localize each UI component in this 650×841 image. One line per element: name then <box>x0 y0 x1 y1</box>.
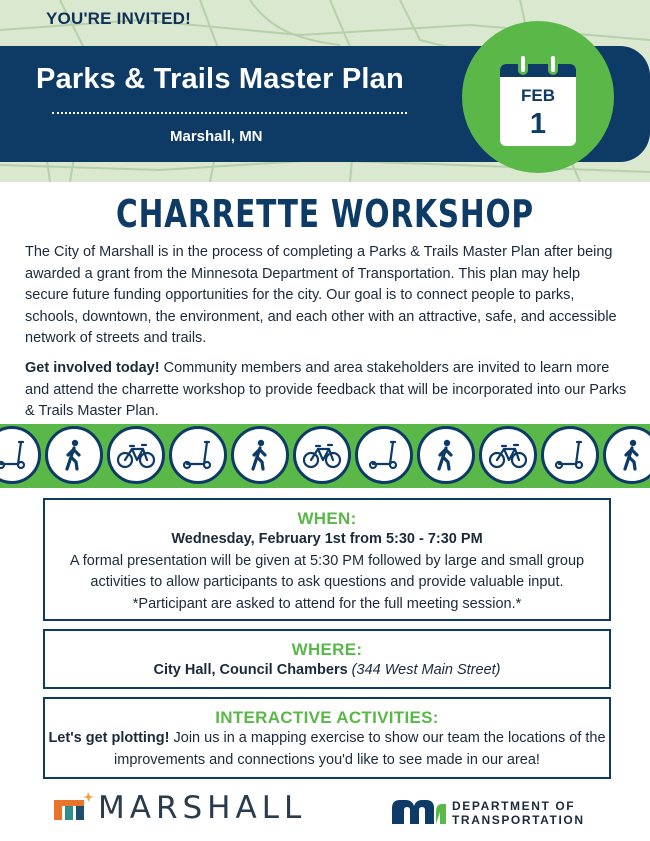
get-involved-lead: Get involved today! <box>25 360 160 376</box>
icon-strip-circle <box>355 426 413 484</box>
calendar-day: 1 <box>529 108 547 140</box>
scooter-icon <box>0 438 29 472</box>
pedestrian-icon <box>615 438 649 472</box>
activities-heading: INTERACTIVE ACTIVITIES: <box>215 708 439 727</box>
calendar-ring-left <box>518 53 528 75</box>
bicycle-icon <box>302 438 342 472</box>
icon-strip-row <box>0 426 650 486</box>
where-box <box>43 629 611 689</box>
get-involved-paragraph <box>25 358 627 423</box>
icon-strip-circle <box>0 426 41 484</box>
pedestrian-icon <box>57 438 91 472</box>
activities-lead: Let's get plotting! <box>48 730 170 746</box>
calendar-header <box>500 64 576 77</box>
mndot-line-1: DEPARTMENT OF <box>452 799 576 813</box>
mndot-line-2: TRANSPORTATION <box>452 813 585 827</box>
scooter-icon <box>367 438 401 472</box>
when-note: *Participant are asked to attend for the full meeting session.* <box>132 595 522 612</box>
activities-body: Join us in a mapping exercise to show our team the locations of the improvements and connections you'd like to see made in our area! <box>114 730 606 768</box>
icon-strip-circle <box>107 426 165 484</box>
page-title: Parks & Trails Master Plan <box>36 63 404 95</box>
when-heading: WHEN: <box>297 509 357 528</box>
get-involved-body: Community members and area stakeholders are invited to learn more and attend the charrette workshop to provide feedback that will be incorporated into our Parks & Trails Master Plan. <box>25 360 627 420</box>
where-heading: WHERE: <box>291 640 363 659</box>
title-divider <box>52 112 407 114</box>
icon-strip-circle <box>45 426 103 484</box>
mndot-logo-text <box>452 799 585 827</box>
icon-strip-circle <box>231 426 289 484</box>
icon-strip <box>0 424 650 488</box>
pedestrian-icon <box>243 438 277 472</box>
icon-strip-circle <box>541 426 599 484</box>
mndot-logo-icon <box>392 800 446 824</box>
calendar-ring-right <box>548 53 558 75</box>
icon-strip-circle <box>293 426 351 484</box>
calendar-month: FEB <box>521 86 555 105</box>
when-description: A formal presentation will be given at 5:30 PM followed by large and small group activities to allow participants to ask questions and provide valuable input. <box>69 552 585 590</box>
intro-paragraph: The City of Marshall is in the process of completing a Parks & Trails Master Plan after being awarded a grant from the Minnesota Department of Transportation. This plan may help secure future funding opportunities for the city. Our goal is to connect people to parks, schools, downtown, the environment, and each other with an attractive, safe, and accessible network of streets and trails. <box>25 244 617 347</box>
where-address: (344 West Main Street) <box>347 662 501 678</box>
icon-strip-circle <box>603 426 650 484</box>
icon-strip-circle <box>169 426 227 484</box>
scooter-icon <box>553 438 587 472</box>
workshop-headline: CHARRETTE WORKSHOP <box>116 192 534 236</box>
when-date: Wednesday, February 1st from 5:30 - 7:30 PM <box>171 531 483 547</box>
location-subtitle: Marshall, MN <box>170 128 263 145</box>
bicycle-icon <box>116 438 156 472</box>
activities-box <box>43 697 611 779</box>
invited-label: YOU'RE INVITED! <box>46 9 191 28</box>
bicycle-icon <box>488 438 528 472</box>
pedestrian-icon <box>429 438 463 472</box>
marshall-logo-icon <box>54 792 94 822</box>
when-box <box>43 498 611 621</box>
marshall-logo-text: MARSHALL <box>98 790 307 826</box>
scooter-icon <box>181 438 215 472</box>
icon-strip-circle <box>417 426 475 484</box>
where-place: City Hall, Council Chambers <box>153 662 348 678</box>
icon-strip-circle <box>479 426 537 484</box>
